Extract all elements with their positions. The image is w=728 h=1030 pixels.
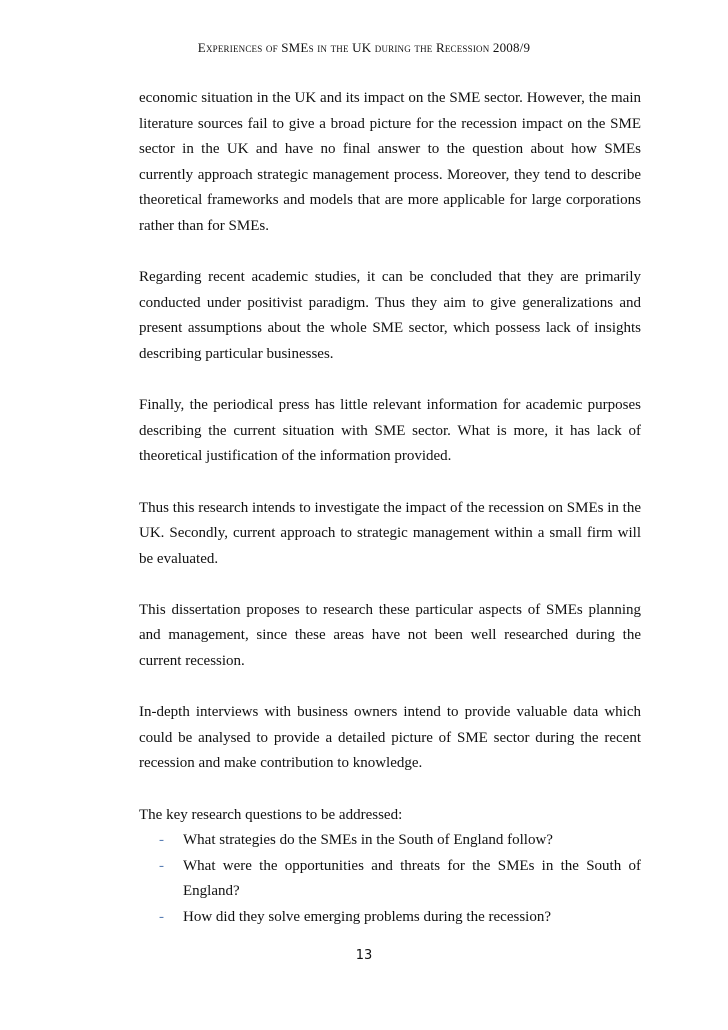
list-item-text: What were the opportunities and threats for the SMEs in the South of England? — [183, 857, 641, 900]
paragraph: In-depth interviews with business owners intend to provide valuable data which could be analysed to provide a detailed picture of SME sector during the recent recession and make contribution to knowledge. — [139, 704, 641, 772]
list-item — [139, 828, 641, 854]
paragraph: Thus this research intends to investigate the impact of the recession on SMEs in the UK. Secondly, current approach to strategic management within a small firm will be evaluated. — [139, 499, 641, 567]
body-text — [139, 86, 641, 931]
list-item-text: How did they solve emerging problems during the recession? — [183, 909, 551, 925]
running-header — [0, 40, 728, 56]
paragraph: This dissertation proposes to research these particular aspects of SMEs planning and management, since these areas have not been well researched during the current recession. — [139, 601, 641, 670]
bullet-dash: - — [159, 857, 164, 874]
bullet-dash: - — [159, 832, 164, 849]
list-item-text: What strategies do the SMEs in the South of England follow? — [183, 832, 553, 849]
research-questions-list — [139, 828, 641, 930]
paragraph: Regarding recent academic studies, it can be concluded that they are primarily conducted under positivist paradigm. Thus they aim to give generalizations and present assumptions about the whole SME sector, which possess lack of insights describing particular businesses. — [139, 269, 641, 362]
bullet-dash: - — [159, 909, 164, 925]
paragraph: economic situation in the UK and its impact on the SME sector. However, the main literature sources fail to give a broad picture for the recession impact on the SME sector in the UK and have no final answer to the question about how SMEs currently approach strategic management process. Moreover, they tend to describe theoretical frameworks and models that are more applicable for large corporations rather than for SMEs. — [139, 90, 641, 234]
header-title: Experiences of SMEs in the UK during the Recession 2008/9 — [197, 40, 531, 55]
questions-intro: The key research questions to be addressed: — [139, 806, 403, 823]
list-item — [139, 854, 641, 905]
paragraph: Finally, the periodical press has little relevant information for academic purposes describing the current situation with SME sector. What is more, it has lack of theoretical justification of the information provided. — [139, 397, 641, 465]
page-number: 13 — [355, 948, 373, 963]
list-item — [139, 905, 641, 931]
